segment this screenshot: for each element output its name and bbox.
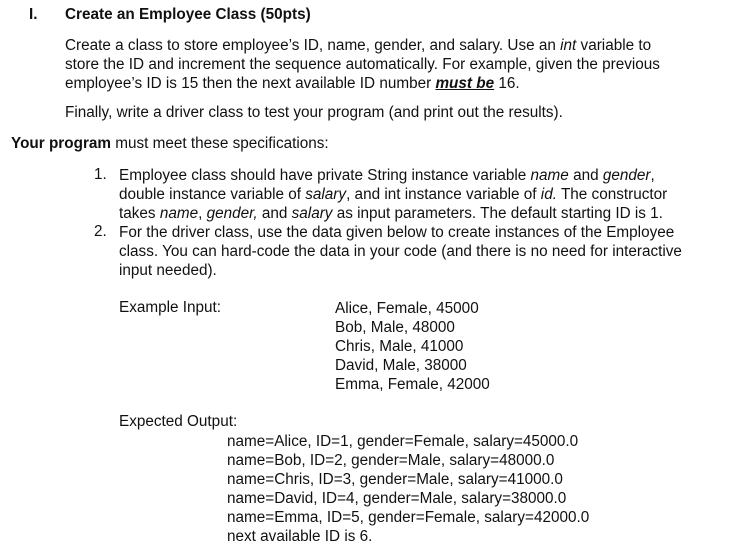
specs-heading: Your program must meet these specifications:: [11, 135, 329, 152]
example-input-row: Emma, Female, 42000: [335, 376, 490, 393]
expected-output-row: name=Emma, ID=5, gender=Female, salary=42000.0: [227, 509, 590, 526]
intro-line-2: store the ID and increment the sequence automatically. For example, given the previous: [65, 56, 660, 73]
driver-note: Finally, write a driver class to test your program (and print out the results).: [65, 104, 563, 121]
section-numeral: I.: [29, 6, 38, 23]
example-input-row: David, Male, 38000: [335, 357, 467, 374]
example-input-row: Alice, Female, 45000: [335, 300, 479, 317]
section-title: Create an Employee Class (50pts): [65, 6, 311, 23]
intro-line-3: employee’s ID is 15 then the next available ID number must be 16.: [65, 75, 520, 92]
intro-line-1: Create a class to store employee’s ID, name, gender, and salary. Use an int variable to: [65, 37, 652, 54]
expected-output-row: name=Alice, ID=1, gender=Female, salary=45000.0: [227, 433, 579, 450]
int-keyword: int: [560, 37, 577, 54]
expected-output-list: [227, 432, 589, 546]
expected-output-row: name=Bob, ID=2, gender=Male, salary=48000.0: [227, 452, 555, 469]
intro-paragraph: [65, 36, 660, 93]
expected-output-row: name=David, ID=4, gender=Male, salary=38000.0: [227, 490, 567, 507]
example-input-row: Chris, Male, 41000: [335, 338, 464, 355]
spec-2-text: For the driver class, use the data given below to create instances of the Employee class. You can hard-code the data in your code (and there is no need for interactive input needed).: [119, 224, 682, 279]
expected-output-row: name=Chris, ID=3, gender=Male, salary=41000.0: [227, 471, 563, 488]
example-input-list: [335, 299, 490, 394]
must-be-emphasis: must be: [435, 75, 495, 92]
expected-output-label: Expected Output:: [119, 413, 238, 430]
specs-heading-bold: Your program: [11, 135, 112, 152]
example-input-row: Bob, Male, 48000: [335, 319, 455, 336]
spec-1-text: Employee class should have private String instance variable name and gender, double instance variable of salary, and int instance variable of id. The constructor takes name, gender, and salary as input parameters. The default starting ID is 1.: [119, 167, 668, 222]
example-input-label: Example Input:: [119, 299, 222, 316]
spec-2-number: 2.: [94, 223, 107, 240]
spec-1-number: 1.: [94, 166, 107, 183]
expected-output-row: next available ID is 6.: [227, 528, 373, 545]
